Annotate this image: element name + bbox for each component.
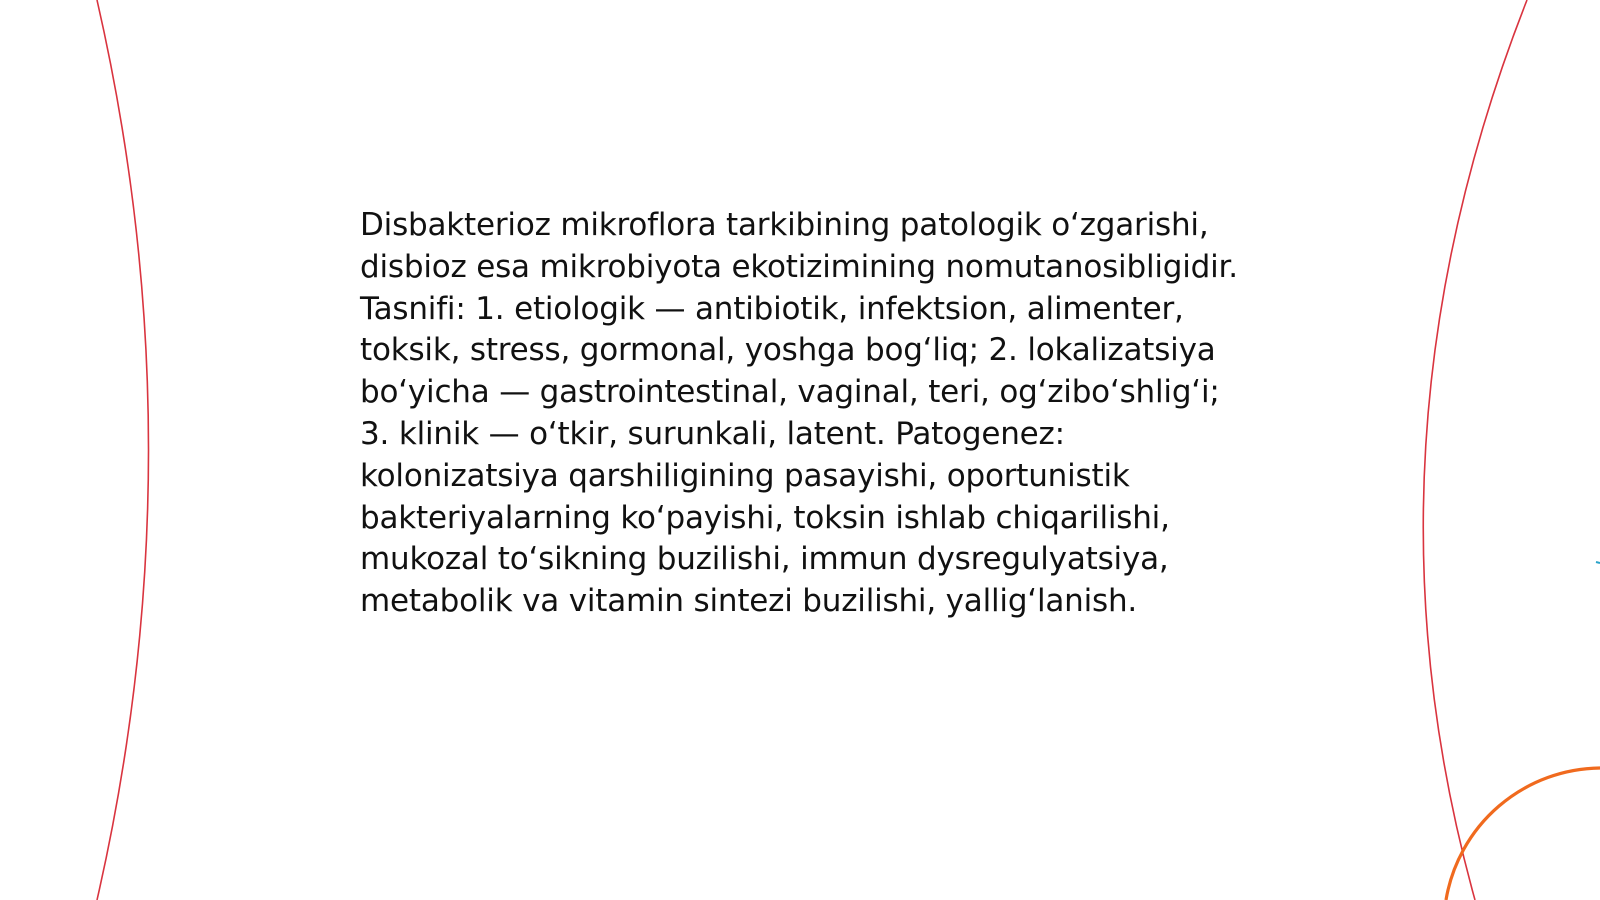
teal-accent-mark bbox=[1596, 562, 1600, 563]
right-arc-line bbox=[1423, 0, 1527, 900]
left-arc-line bbox=[97, 0, 149, 900]
body-paragraph: Disbakterioz mikroflora tarkibining patologik o‘zgarishi, disbioz esa mikrobiyota ekotizimining nomutanosibligidir. Tasnifi: 1. etiologik — antibiotik, infektsion, alimenter, toksik, stress, gormonal, yoshga bog‘liq; 2. lokalizatsiya bo‘yicha — gastrointestinal, vaginal, teri, og‘zibo‘shlig‘i; 3. klinik — o‘tkir, surunkali, latent. Patogenez: kolonizatsiya qarshiligining pasayishi, oportunistik bakteriyalarning ko‘payishi, toksin ishlab chiqarilishi, mukozal to‘sikning buzilishi, immun dysregulyatsiya, metabolik va vitamin sintezi buzilishi, yallig‘lanish. bbox=[360, 207, 1238, 620]
orange-arc bbox=[1446, 768, 1600, 900]
